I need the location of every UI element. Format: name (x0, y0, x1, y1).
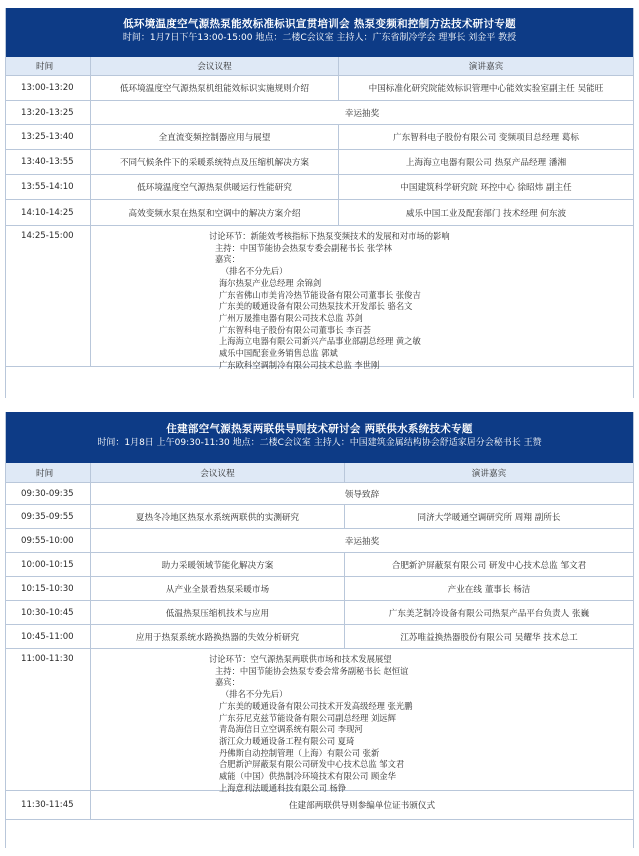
row-time: 11:00-11:30 (21, 654, 74, 664)
table-row (6, 505, 633, 529)
schedule-2-header-row (6, 463, 633, 483)
guest-item: 广东省佛山市美肯冷热节能设备有限公司董事长 张俊吉 (219, 289, 421, 300)
row-speaker: 合肥新沪屏蔽泵有限公司 研发中心技术总监 邹文君 (344, 553, 633, 576)
schedule-1-header-row (6, 57, 633, 76)
row-topic: 夏热冬冷地区热泵水系统两联供的实测研究 (90, 505, 344, 528)
row-topic: 不同气候条件下的采暖系统特点及压缩机解决方案 (90, 150, 338, 174)
row-span-text: 领导致辞 (90, 483, 633, 504)
header-time: 时间 (36, 468, 54, 479)
row-speaker: 产业在线 董事长 杨洁 (344, 577, 633, 600)
row-time: 14:25-15:00 (21, 231, 74, 241)
discussion-guests-label: 嘉宾： (215, 254, 240, 265)
row-topic: 从产业全景看热泵采暖市场 (90, 577, 344, 600)
table-row (6, 483, 633, 505)
header-speaker: 演讲嘉宾 (338, 57, 633, 75)
row-time: 09:35-09:55 (21, 511, 74, 522)
row-speaker: 上海海立电器有限公司 热泵产品经理 潘湘 (338, 150, 633, 174)
header-time: 时间 (36, 62, 54, 72)
discussion-subject: 讨论环节：新能效考核指标下热泵变频技术的发展和对市场的影响 (209, 231, 450, 241)
row-speaker: 同济大学暖通空调研究所 周翔 副所长 (344, 505, 633, 528)
table-row (6, 150, 633, 175)
table-row (6, 529, 633, 553)
guest-item: 广东智科电子股份有限公司董事长 李百荟 (219, 324, 371, 335)
schedule-2-banner (6, 412, 633, 463)
discussion-subject: 讨论环节：空气源热泵两联供市场和技术发展展望 (209, 654, 392, 664)
table-row (6, 577, 633, 601)
row-time: 13:25-13:40 (21, 132, 74, 142)
discussion-order-note: （排名不分先后） (221, 689, 288, 700)
schedule-1 (5, 8, 634, 398)
row-span-text: 幸运抽奖 (90, 101, 633, 124)
header-topic: 会议议程 (90, 57, 338, 75)
row-topic: 全直流变频控制器应用与展望 (90, 125, 338, 149)
row-span-text: 住建部两联供导则参编单位证书颁仪式 (90, 791, 633, 819)
guest-item: 合肥新沪屏蔽泵有限公司研发中心技术总监 邹文君 (219, 759, 405, 770)
guest-item: 广东美的暖通设备有限公司热泵技术开发部长 骆名文 (219, 301, 413, 312)
guest-item: 海尔热泵产业总经理 余锦剑 (219, 277, 322, 288)
schedule-2-title: 住建部空气源热泵两联供导则技术研讨会 两联供水系统技术专题 (166, 423, 473, 435)
schedule-1-info: 时间：1月7日下午13:00-15:00 地点：二楼C会议室 主持人：广东省制冷学会 理事长 刘金平 教授 (122, 33, 517, 43)
row-topic: 助力采暖领域节能化解决方案 (90, 553, 344, 576)
schedule-1-banner (6, 8, 633, 57)
table-row (6, 101, 633, 125)
row-time: 09:30-09:35 (21, 488, 74, 499)
row-topic: 低温热泵压缩机技术与应用 (90, 601, 344, 624)
header-topic: 会议议程 (90, 463, 344, 482)
row-speaker: 中国建筑科学研究院 环控中心 徐昭炜 副主任 (338, 175, 633, 199)
guest-item: 浙江众力暖通设备工程有限公司 夏琦 (219, 735, 355, 746)
row-time: 10:15-10:30 (21, 583, 74, 594)
row-time: 14:10-14:25 (21, 207, 74, 218)
discussion-host: 主持：中国节能协会热泵专委会常务副秘书长 赵恒谊 (215, 665, 409, 676)
row-time: 13:40-13:55 (21, 157, 74, 167)
guest-item: 广州万晟推电器有限公司技术总监 苏剑 (219, 312, 363, 323)
guest-item: 广东欧科空调制冷有限公司技术总监 李世刚 (219, 359, 380, 370)
table-row (6, 601, 633, 625)
discussion-order-note: （排名不分先后） (221, 266, 288, 277)
discussion-block (90, 649, 633, 793)
row-time: 10:00-10:15 (21, 559, 74, 570)
table-row (6, 125, 633, 150)
row-time: 10:30-10:45 (21, 607, 74, 618)
discussion-row (6, 226, 633, 370)
row-speaker: 威乐中国工业及配套部门 技术经理 何东波 (338, 200, 633, 225)
row-speaker: 中国标准化研究院能效标识管理中心能效实验室副主任 吴能旺 (338, 76, 633, 100)
discussion-host: 主持：中国节能协会热泵专委会副秘书长 张学林 (215, 242, 392, 253)
row-span-text: 幸运抽奖 (90, 529, 633, 552)
discussion-block (90, 226, 633, 370)
schedule-2 (5, 412, 634, 848)
schedule-2-info: 时间：1月8日 上午09:30-11:30 地点：二楼C会议室 主持人：中国建筑金属结构协会舒适家居分会秘书长 王赞 (97, 438, 542, 448)
guest-item: 上海海立电器有限公司新兴产品事业部副总经理 黄之敏 (219, 336, 421, 347)
guest-item: 上海意利法暖通科技有限公司 杨铮 (219, 782, 347, 793)
guest-item: 广东美的暖通设备有限公司技术开发高级经理 张光鹏 (219, 700, 413, 711)
row-time: 13:00-13:20 (21, 83, 74, 93)
row-speaker: 广东智科电子股份有限公司 变频项目总经理 葛标 (338, 125, 633, 149)
guest-item: 丹佛斯自动控制管理（上海）有限公司 张新 (219, 747, 380, 758)
schedule-1-title: 低环境温度空气源热泵能效标准标识宣贯培训会 热泵变频和控制方法技术研讨专题 (123, 18, 516, 30)
row-speaker: 广东美芝制冷设备有限公司热泵产品平台负责人 张巍 (344, 601, 633, 624)
row-topic: 低环境温度空气源热泵机组能效标识实施规则介绍 (90, 76, 338, 100)
row-time: 09:55-10:00 (21, 535, 74, 546)
closing-row (6, 791, 633, 820)
table-row (6, 200, 633, 226)
guest-item: 威乐中国配套业务销售总监 郭斌 (219, 348, 338, 359)
row-time: 11:30-11:45 (21, 800, 74, 810)
guest-item: 广东芬尼克兹节能设备有限公司副总经理 刘远辉 (219, 712, 396, 723)
header-speaker: 演讲嘉宾 (344, 463, 633, 482)
guest-item: 青岛海信日立空调系统有限公司 李现河 (219, 724, 363, 735)
row-topic: 低环境温度空气源热泵供暖运行性能研究 (90, 175, 338, 199)
discussion-row (6, 649, 633, 791)
row-time: 13:55-14:10 (21, 182, 74, 192)
discussion-guests-label: 嘉宾： (215, 677, 240, 688)
table-row (6, 553, 633, 577)
table-row (6, 175, 633, 200)
row-topic: 高效变频水泵在热泵和空调中的解决方案介绍 (90, 200, 338, 225)
guest-item: 威能（中国）供热制冷环境技术有限公司 顾金华 (219, 771, 396, 782)
table-row (6, 625, 633, 649)
table-row (6, 76, 633, 101)
row-topic: 应用于热泵系统水路换热器的失效分析研究 (90, 625, 344, 648)
row-time: 13:20-13:25 (21, 107, 74, 118)
row-time: 10:45-11:00 (21, 631, 74, 642)
row-speaker: 江苏唯益换热器股份有限公司 吴耀华 技术总工 (344, 625, 633, 648)
